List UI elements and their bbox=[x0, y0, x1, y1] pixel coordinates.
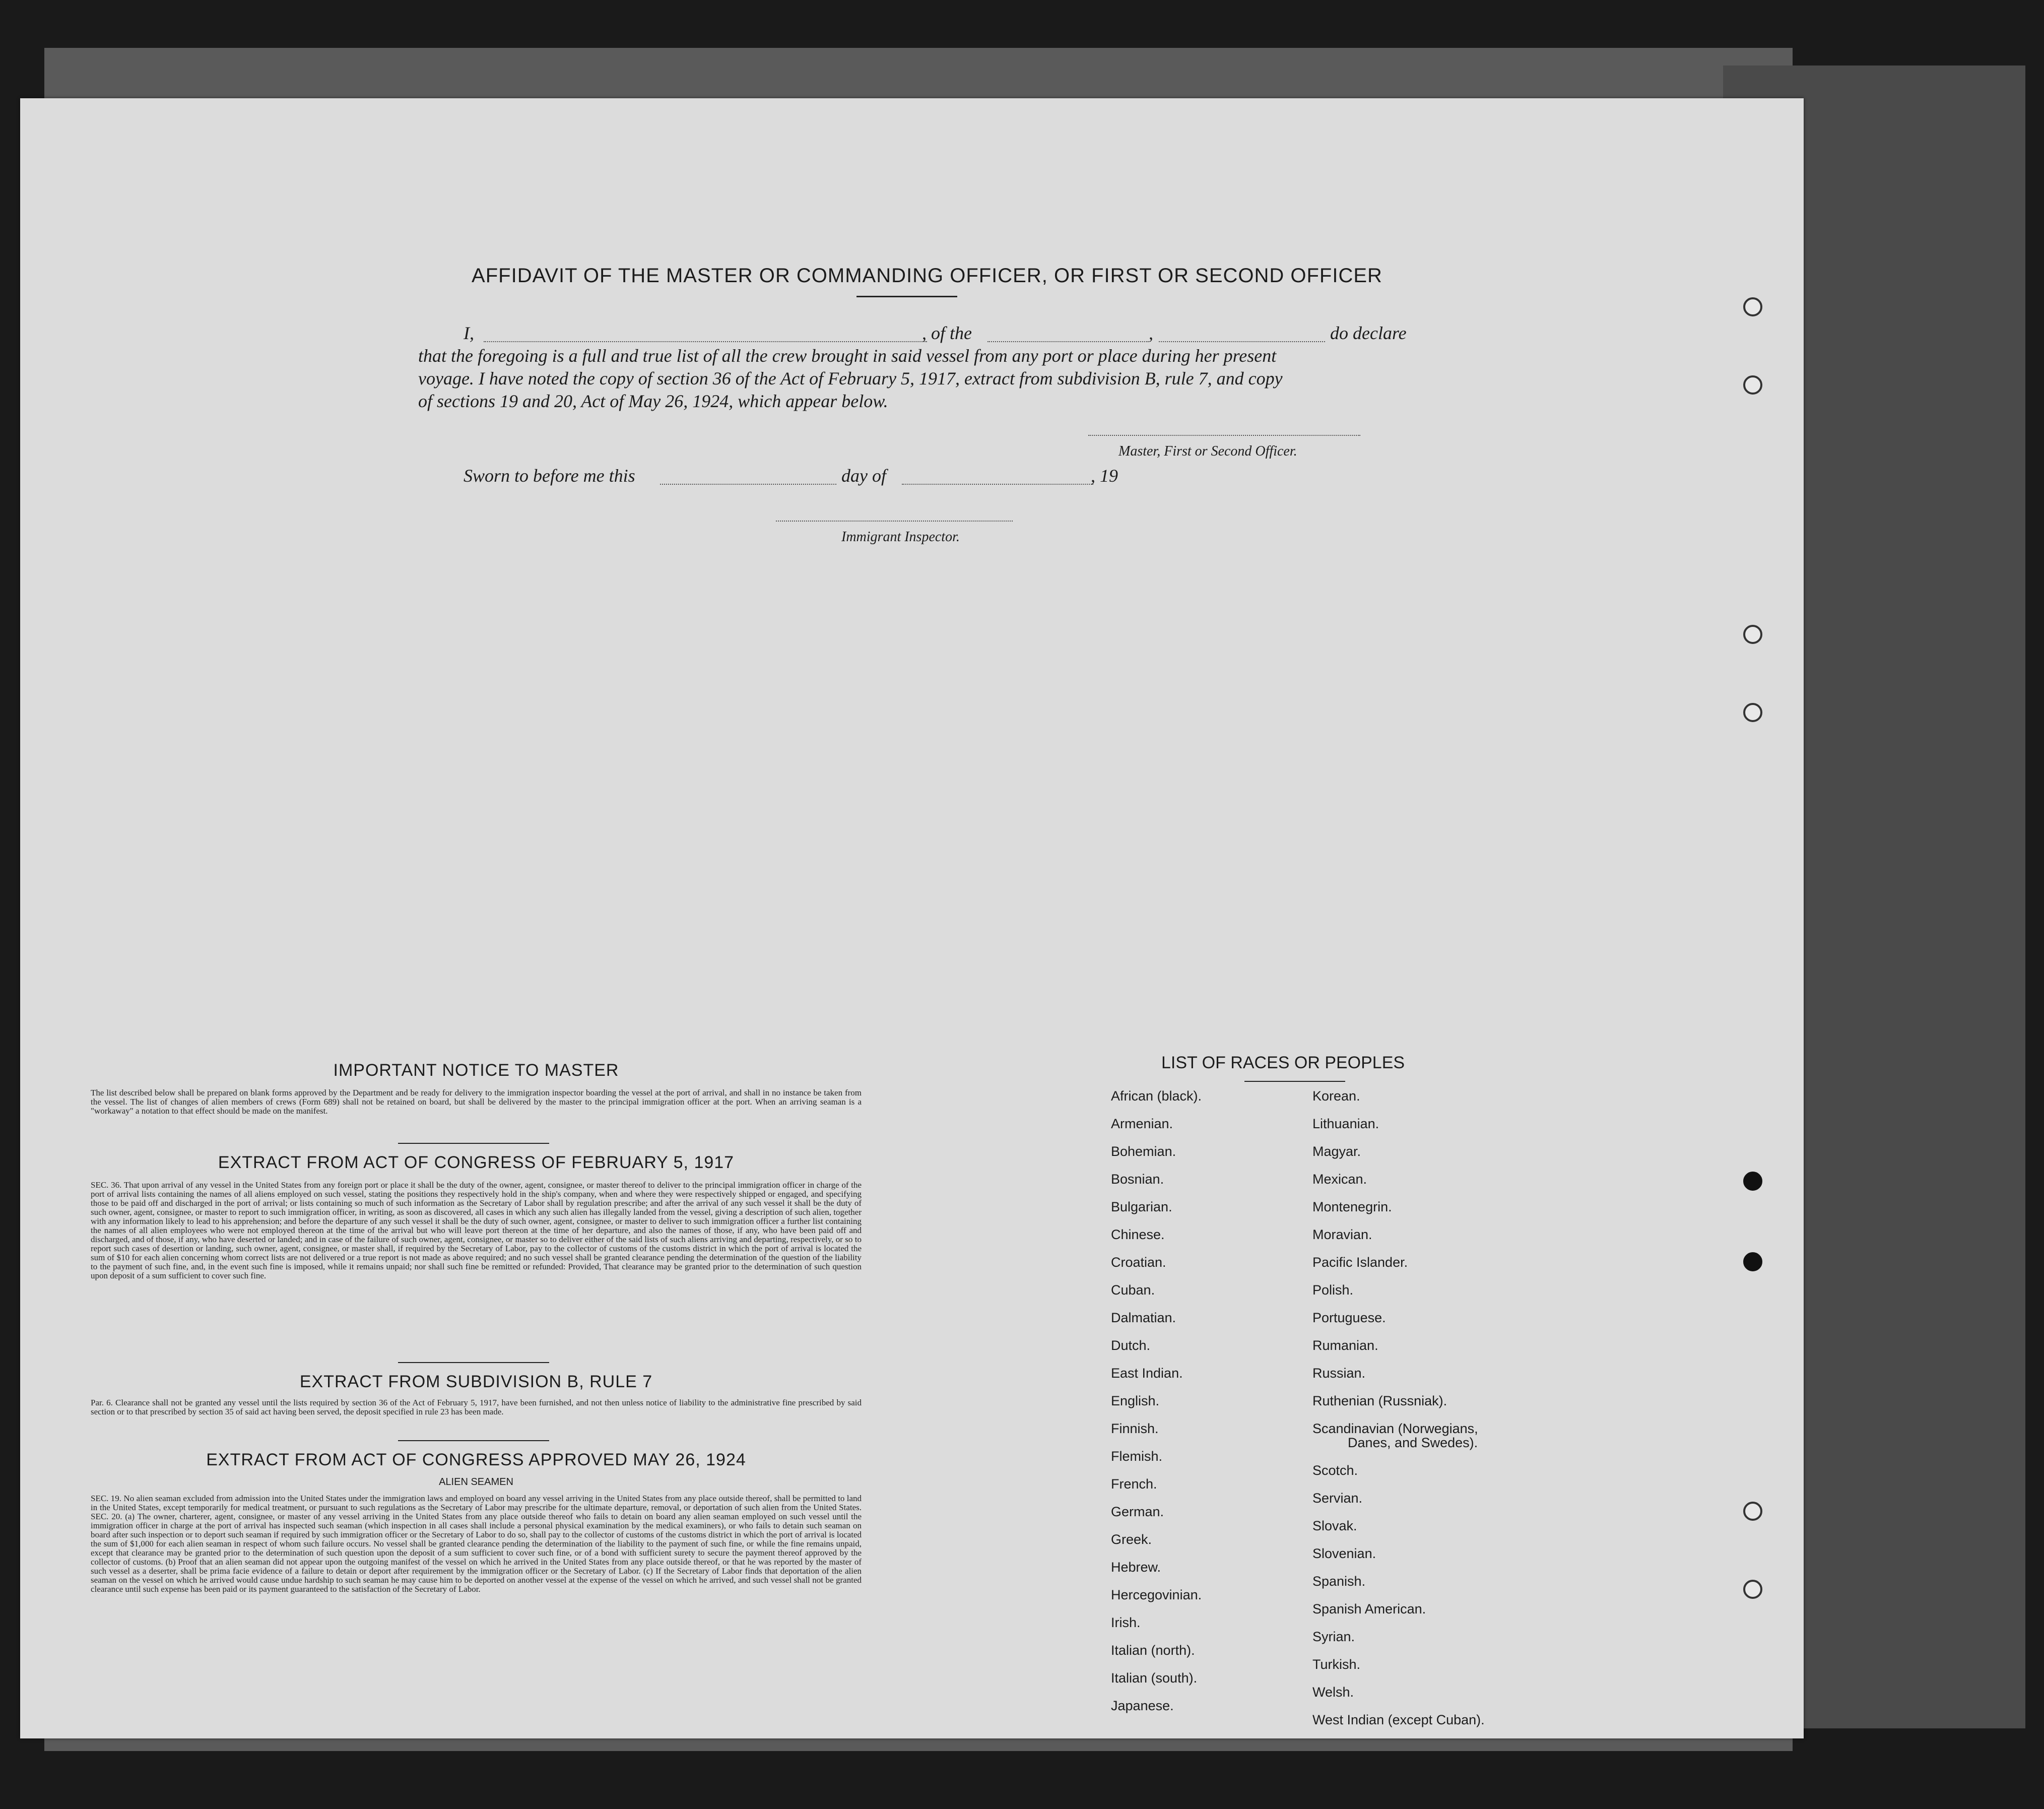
extract-1917-text: SEC. 36. That upon arrival of any vessel in the United States from any foreign port or place it shall be the duty of the owner, agent, consignee, or master thereof to deliver to the principal immigration officer in charge of the port of arrival lists containing the names of all aliens employed on such vessel, stating the positions they respectively hold in the ship's company, when and where they were respectively shipped or engaged, and specifying those to be paid off and discharged in the port of arrival; or lists containing so much of such information as the Secretary of Labor shall by regulation prescribe; and after the arrival of any such vessel it shall be the duty of such owner, agent, consignee, or master to report to such immigration officer, in writing, as soon as discovered, all cases in which any such alien has illegally landed from the vessel, giving a description of such alien, together with any information likely to lead to his apprehension; and before the departure of any such vessel it shall be the duty of such owner, agent, consignee, or master to deliver to such immigration officer a further list containing the names of all alien employees who were not employed thereon at the time of the arrival but who will leave port thereon at the time of her departure, and also the names of those, if any, who have been paid off and discharged, and of those, if any, who have deserted or landed; and in case of the failure of such owner, agent, consignee, or master so to deliver either of the said lists of such aliens arriving and departing, respectively, or so to report such cases of desertion or landing, such owner, agent, consignee, or master shall, if required by the Secretary of Labor, pay to the collector of customs of the customs district in which the port of arrival is located the sum of $10 for each alien concerning whom correct lists are not delivered or a true report is not made as above required; and no such vessel shall be granted clearance pending the determination of the question of the liability to the payment of such fine, and, in the event such fine is imposed, while it remains unpaid; nor shall such fine be remitted or refunded: Provided, That clearance may be granted prior to the determination of such question upon deposit of a sum sufficient to cover such fine. bbox=[91, 1180, 862, 1280]
race-item: Flemish. bbox=[1111, 1449, 1163, 1464]
race-item: Danes, and Swedes). bbox=[1348, 1435, 1478, 1450]
inspector-signature-line bbox=[776, 521, 1013, 522]
races-title: LIST OF RACES OR PEOPLES bbox=[1161, 1053, 1405, 1072]
rule-7-rule bbox=[398, 1440, 549, 1441]
affidavit-line-4: of sections 19 and 20, Act of May 26, 1924, which appear below. bbox=[418, 391, 888, 411]
race-item: Slovenian. bbox=[1312, 1546, 1376, 1561]
race-item: Armenian. bbox=[1111, 1116, 1173, 1131]
affidavit-comma: , bbox=[1149, 323, 1153, 343]
race-item: Scotch. bbox=[1312, 1463, 1358, 1478]
race-item: Russian. bbox=[1312, 1366, 1366, 1381]
race-item: Montenegrin. bbox=[1312, 1199, 1392, 1214]
race-item: Bulgarian. bbox=[1111, 1199, 1172, 1214]
year-label: , 19 bbox=[1091, 466, 1118, 486]
race-item: Chinese. bbox=[1111, 1227, 1165, 1242]
binder-hole bbox=[1743, 703, 1762, 722]
extract-1917-title: EXTRACT FROM ACT OF CONGRESS OF FEBRUARY 5, 1917 bbox=[218, 1153, 735, 1172]
binder-hole bbox=[1743, 1172, 1762, 1191]
affidavit-declare: do declare bbox=[1330, 323, 1407, 343]
extract-1924-text: SEC. 19. No alien seaman excluded from admission into the United States under the immigration laws and employed on board any vessel arriving in the United States from any place outside thereof, shall be permitted to land in the United States, except temporarily for medical treatment, or pursuant to such regulations as the Secretary of Labor may prescribe for the ultimate departure, removal, or deportation of such alien from the United States. SEC. 20. (a) The owner, charterer, agent, consignee, or master of any vessel arriving in the United States from any place outside thereof who fails to detain on board any alien seaman employed on such vessel until the immigration officer in charge at the port of arrival has inspected such seaman (which inspection in all cases shall include a personal physical examination by the medical examiners), or who fails to detain such seaman on board after such inspection or to deport such seaman if required by such immigration officer or the Secretary of Labor to do so, shall pay to the collector of customs of the customs district in which the port of arrival is located the sum of $1,000 for each alien seaman in respect of whom such failure occurs. No vessel shall be granted clearance pending the determination of the liability to the payment of such fine, or while the fine remains unpaid, except that clearance may be granted prior to the determination of such question upon the deposit of a sum sufficient to cover such fine, or of a bond with sufficient surety to secure the payment thereof approved by the collector of customs. (b) Proof that an alien seaman did not appear upon the outgoing manifest of the vessel on which he arrived in the United States from any place outside thereof, or that he was reported by the master of such vessel as a deserter, shall be prima facie evidence of a failure to detain or deport after requirement by the immigration officer or the Secretary of Labor. (c) If the Secretary of Labor finds that deportation of the alien seaman on the vessel on which he arrived would cause undue hardship to such seaman he may cause him to be deported on another vessel at the expense of the vessel on which he arrived, and such vessel shall not be granted clearance until such expense has been paid or its payment guaranteed to the satisfaction of the Secretary of Labor. bbox=[91, 1494, 862, 1594]
race-item: French. bbox=[1111, 1476, 1157, 1492]
day-blank bbox=[660, 484, 836, 485]
race-item: Mexican. bbox=[1312, 1172, 1367, 1187]
month-blank bbox=[902, 484, 1093, 485]
race-item: Bohemian. bbox=[1111, 1144, 1176, 1159]
race-item: Japanese. bbox=[1111, 1698, 1174, 1713]
title-rule bbox=[856, 296, 957, 297]
rule-7-title: EXTRACT FROM SUBDIVISION B, RULE 7 bbox=[299, 1372, 653, 1391]
race-item: African (black). bbox=[1111, 1088, 1202, 1104]
race-item: Korean. bbox=[1312, 1088, 1360, 1104]
master-label: Master, First or Second Officer. bbox=[1118, 443, 1297, 459]
race-item: Italian (south). bbox=[1111, 1670, 1198, 1686]
race-item: Slovak. bbox=[1312, 1518, 1357, 1533]
race-item: Portuguese. bbox=[1312, 1310, 1386, 1325]
races-rule bbox=[1244, 1081, 1345, 1082]
race-item: Magyar. bbox=[1312, 1144, 1361, 1159]
vessel-blank bbox=[987, 341, 1149, 342]
races-left-column bbox=[1111, 1088, 1312, 1733]
affidavit-i: I, bbox=[464, 323, 474, 343]
notice-text: The list described below shall be prepared on blank forms approved by the Department and be ready for delivery to the immigration inspector boarding the vessel at the port of arrival, and shall in no instance be taken from the vessel. The list of changes of alien members of crews (Form 689) shall not be retained on board, but shall be delivered by the master to the principal immigration officer at the port. When an arriving seaman is a "workaway" a notation to that effect should be made on the manifest. bbox=[91, 1088, 862, 1116]
binder-hole bbox=[1743, 1580, 1762, 1599]
affidavit-title: AFFIDAVIT OF THE MASTER OR COMMANDING OFFICER, OR FIRST OR SECOND OFFICER bbox=[472, 265, 1382, 287]
rule-7-text: Par. 6. Clearance shall not be granted any vessel until the lists required by section 36 of the Act of February 5, 1917, have been furnished, and not then unless notice of liability to the administrative fine prescribed by said section or to that prescribed by section 35 of said act having been served, the deposit specified in rule 23 has been made. bbox=[91, 1398, 862, 1416]
extract-1924-subtitle: ALIEN SEAMEN bbox=[439, 1476, 513, 1488]
affidavit-line-2: that the foregoing is a full and true list of all the crew brought in said vessel from any port or place during her present bbox=[418, 346, 1277, 366]
binder-hole bbox=[1743, 297, 1762, 316]
race-item: Syrian. bbox=[1312, 1629, 1355, 1644]
binder-hole bbox=[1743, 625, 1762, 644]
race-item: Ruthenian (Russniak). bbox=[1312, 1393, 1447, 1408]
day-of-label: day of bbox=[841, 466, 886, 486]
race-item: Hercegovinian. bbox=[1111, 1587, 1202, 1602]
master-signature-line bbox=[1088, 435, 1360, 436]
race-item: Pacific Islander. bbox=[1312, 1255, 1408, 1270]
name-blank bbox=[484, 341, 927, 342]
race-item: Greek. bbox=[1111, 1532, 1152, 1547]
binder-hole bbox=[1743, 1502, 1762, 1521]
port-blank bbox=[1159, 341, 1325, 342]
race-item: East Indian. bbox=[1111, 1366, 1183, 1381]
race-item: Moravian. bbox=[1312, 1227, 1372, 1242]
race-item: Cuban. bbox=[1111, 1282, 1155, 1298]
race-item: Lithuanian. bbox=[1312, 1116, 1379, 1131]
race-item: Finnish. bbox=[1111, 1421, 1159, 1436]
race-item: Servian. bbox=[1312, 1491, 1363, 1506]
race-item: West Indian (except Cuban). bbox=[1312, 1712, 1485, 1727]
race-item: Irish. bbox=[1111, 1615, 1141, 1630]
affidavit-of-the: , of the bbox=[922, 323, 972, 343]
race-item: Hebrew. bbox=[1111, 1560, 1161, 1575]
inspector-label: Immigrant Inspector. bbox=[841, 529, 960, 545]
race-item: Spanish. bbox=[1312, 1574, 1366, 1589]
race-item: Dutch. bbox=[1111, 1338, 1151, 1353]
races-right-column bbox=[1312, 1088, 1615, 1733]
extract-1917-rule bbox=[398, 1362, 549, 1363]
race-item: Bosnian. bbox=[1111, 1172, 1164, 1187]
notice-rule bbox=[398, 1143, 549, 1144]
notice-title: IMPORTANT NOTICE TO MASTER bbox=[333, 1061, 619, 1080]
race-item: Turkish. bbox=[1312, 1657, 1361, 1672]
binder-hole bbox=[1743, 1252, 1762, 1271]
document-page bbox=[20, 98, 1804, 1738]
race-item: German. bbox=[1111, 1504, 1164, 1519]
sworn-label: Sworn to before me this bbox=[464, 466, 635, 486]
race-item: English. bbox=[1111, 1393, 1160, 1408]
race-item: Polish. bbox=[1312, 1282, 1354, 1298]
race-item: Rumanian. bbox=[1312, 1338, 1378, 1353]
affidavit-line-3: voyage. I have noted the copy of section 36 of the Act of February 5, 1917, extract from subdivision B, rule 7, and copy bbox=[418, 368, 1283, 389]
race-item: Scandinavian (Norwegians, bbox=[1312, 1421, 1478, 1436]
race-item: Italian (north). bbox=[1111, 1643, 1195, 1658]
race-item: Dalmatian. bbox=[1111, 1310, 1176, 1325]
extract-1924-title: EXTRACT FROM ACT OF CONGRESS APPROVED MAY 26, 1924 bbox=[206, 1450, 746, 1469]
race-item: Croatian. bbox=[1111, 1255, 1166, 1270]
race-item: Welsh. bbox=[1312, 1685, 1354, 1700]
race-item: Spanish American. bbox=[1312, 1601, 1426, 1617]
binder-hole bbox=[1743, 375, 1762, 395]
